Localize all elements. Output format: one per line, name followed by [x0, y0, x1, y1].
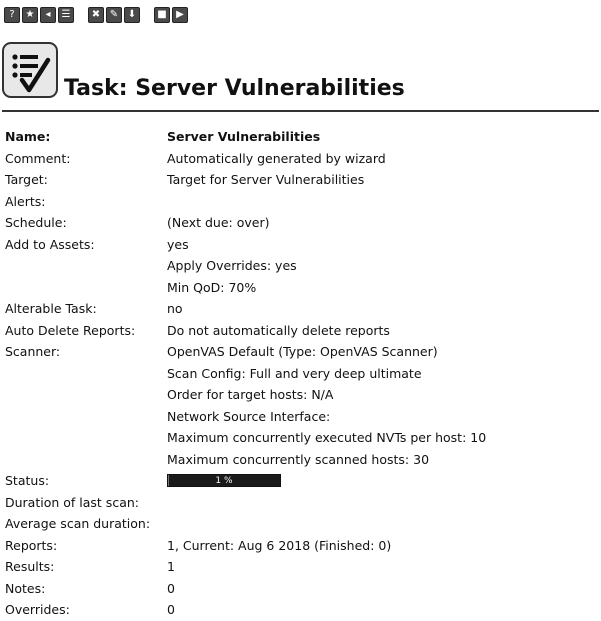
download-icon[interactable]: ⬇ [124, 7, 140, 23]
add-to-assets-label: Add to Assets: [5, 236, 95, 252]
schedule-label: Schedule: [5, 215, 67, 231]
task-details [5, 126, 597, 621]
detail-row-target [5, 169, 597, 191]
detail-row-auto-delete [5, 320, 597, 342]
duration-last-label: Duration of last scan: [5, 494, 139, 510]
edit-icon[interactable]: ✎ [106, 7, 122, 23]
title-divider [2, 110, 599, 112]
detail-row-scan-config [5, 363, 597, 385]
order-value: Order for target hosts: N/A [167, 387, 334, 403]
max-hosts-value: Maximum concurrently scanned hosts: 30 [167, 451, 430, 467]
detail-row-reports [5, 535, 597, 557]
detail-row-schedule [5, 212, 597, 234]
star-icon[interactable]: ★ [22, 7, 38, 23]
scanner-link[interactable]: OpenVAS Default (Type: OpenVAS Scanner) [167, 344, 438, 360]
detail-row-comment [5, 148, 597, 170]
resume-icon[interactable]: ▶ [172, 7, 188, 23]
list-icon[interactable]: ☰ [58, 7, 74, 23]
max-nvts-value: Maximum concurrently executed NVTs per host: 10 [167, 430, 487, 446]
task-checklist-icon [2, 42, 58, 98]
reports-link[interactable]: 1, Current: Aug 6 2018 (Finished: 0) [167, 537, 392, 553]
back-to-list-icon[interactable]: ◂ [40, 7, 56, 23]
alterable-task-value: no [167, 301, 183, 317]
detail-row-duration-last [5, 492, 597, 514]
detail-row-alterable-task [5, 298, 597, 320]
detail-row-avg-duration [5, 513, 597, 535]
detail-row-apply-overrides [5, 255, 597, 277]
scanner-label: Scanner: [5, 344, 61, 360]
reports-label: Reports: [5, 537, 58, 553]
target-link[interactable]: Target for Server Vulnerabilities [167, 172, 365, 188]
detail-row-name [5, 126, 597, 148]
status-progress-bar[interactable] [167, 474, 281, 487]
detail-row-min-qod [5, 277, 597, 299]
detail-row-add-to-assets [5, 234, 597, 256]
detail-row-network-source [5, 406, 597, 428]
page-title: Task: Server Vulnerabilities [64, 76, 405, 101]
results-link[interactable]: 1 [167, 559, 175, 575]
detail-row-scanner [5, 341, 597, 363]
detail-row-results [5, 556, 597, 578]
auto-delete-label: Auto Delete Reports: [5, 322, 136, 338]
detail-row-notes [5, 578, 597, 600]
avg-duration-label: Average scan duration: [5, 516, 151, 532]
comment-label: Comment: [5, 150, 71, 166]
overrides-link[interactable]: 0 [167, 602, 175, 618]
detail-row-max-hosts [5, 449, 597, 471]
notes-label: Notes: [5, 580, 46, 596]
detail-row-overrides [5, 599, 597, 621]
detail-row-max-nvts [5, 427, 597, 449]
progress-fill [168, 475, 169, 486]
progress-text: 1 % [215, 475, 233, 486]
apply-overrides-value: Apply Overrides: yes [167, 258, 297, 274]
scan-config-value[interactable]: Scan Config: Full and very deep ultimate [167, 365, 422, 381]
schedule-value: (Next due: over) [167, 215, 270, 231]
overrides-label: Overrides: [5, 602, 70, 618]
add-to-assets-value: yes [167, 236, 189, 252]
stop-icon[interactable]: ■ [154, 7, 170, 23]
toolbar [4, 6, 202, 24]
alerts-label: Alerts: [5, 193, 46, 209]
trash-icon[interactable]: ✖ [88, 7, 104, 23]
comment-value: Automatically generated by wizard [167, 150, 386, 166]
help-icon[interactable]: ? [4, 7, 20, 23]
detail-row-alerts [5, 191, 597, 213]
name-label: Name: [5, 129, 51, 145]
network-source-value: Network Source Interface: [167, 408, 331, 424]
status-label: Status: [5, 473, 50, 489]
toolbar-group [88, 7, 140, 23]
name-value: Server Vulnerabilities [167, 129, 321, 145]
toolbar-group [154, 7, 188, 23]
auto-delete-value: Do not automatically delete reports [167, 322, 390, 338]
results-label: Results: [5, 559, 55, 575]
detail-row-status [5, 470, 597, 492]
page-header [2, 42, 599, 112]
notes-link[interactable]: 0 [167, 580, 175, 596]
min-qod-value: Min QoD: 70% [167, 279, 257, 295]
alterable-task-label: Alterable Task: [5, 301, 97, 317]
detail-row-order [5, 384, 597, 406]
target-label: Target: [5, 172, 48, 188]
toolbar-group [4, 7, 74, 23]
